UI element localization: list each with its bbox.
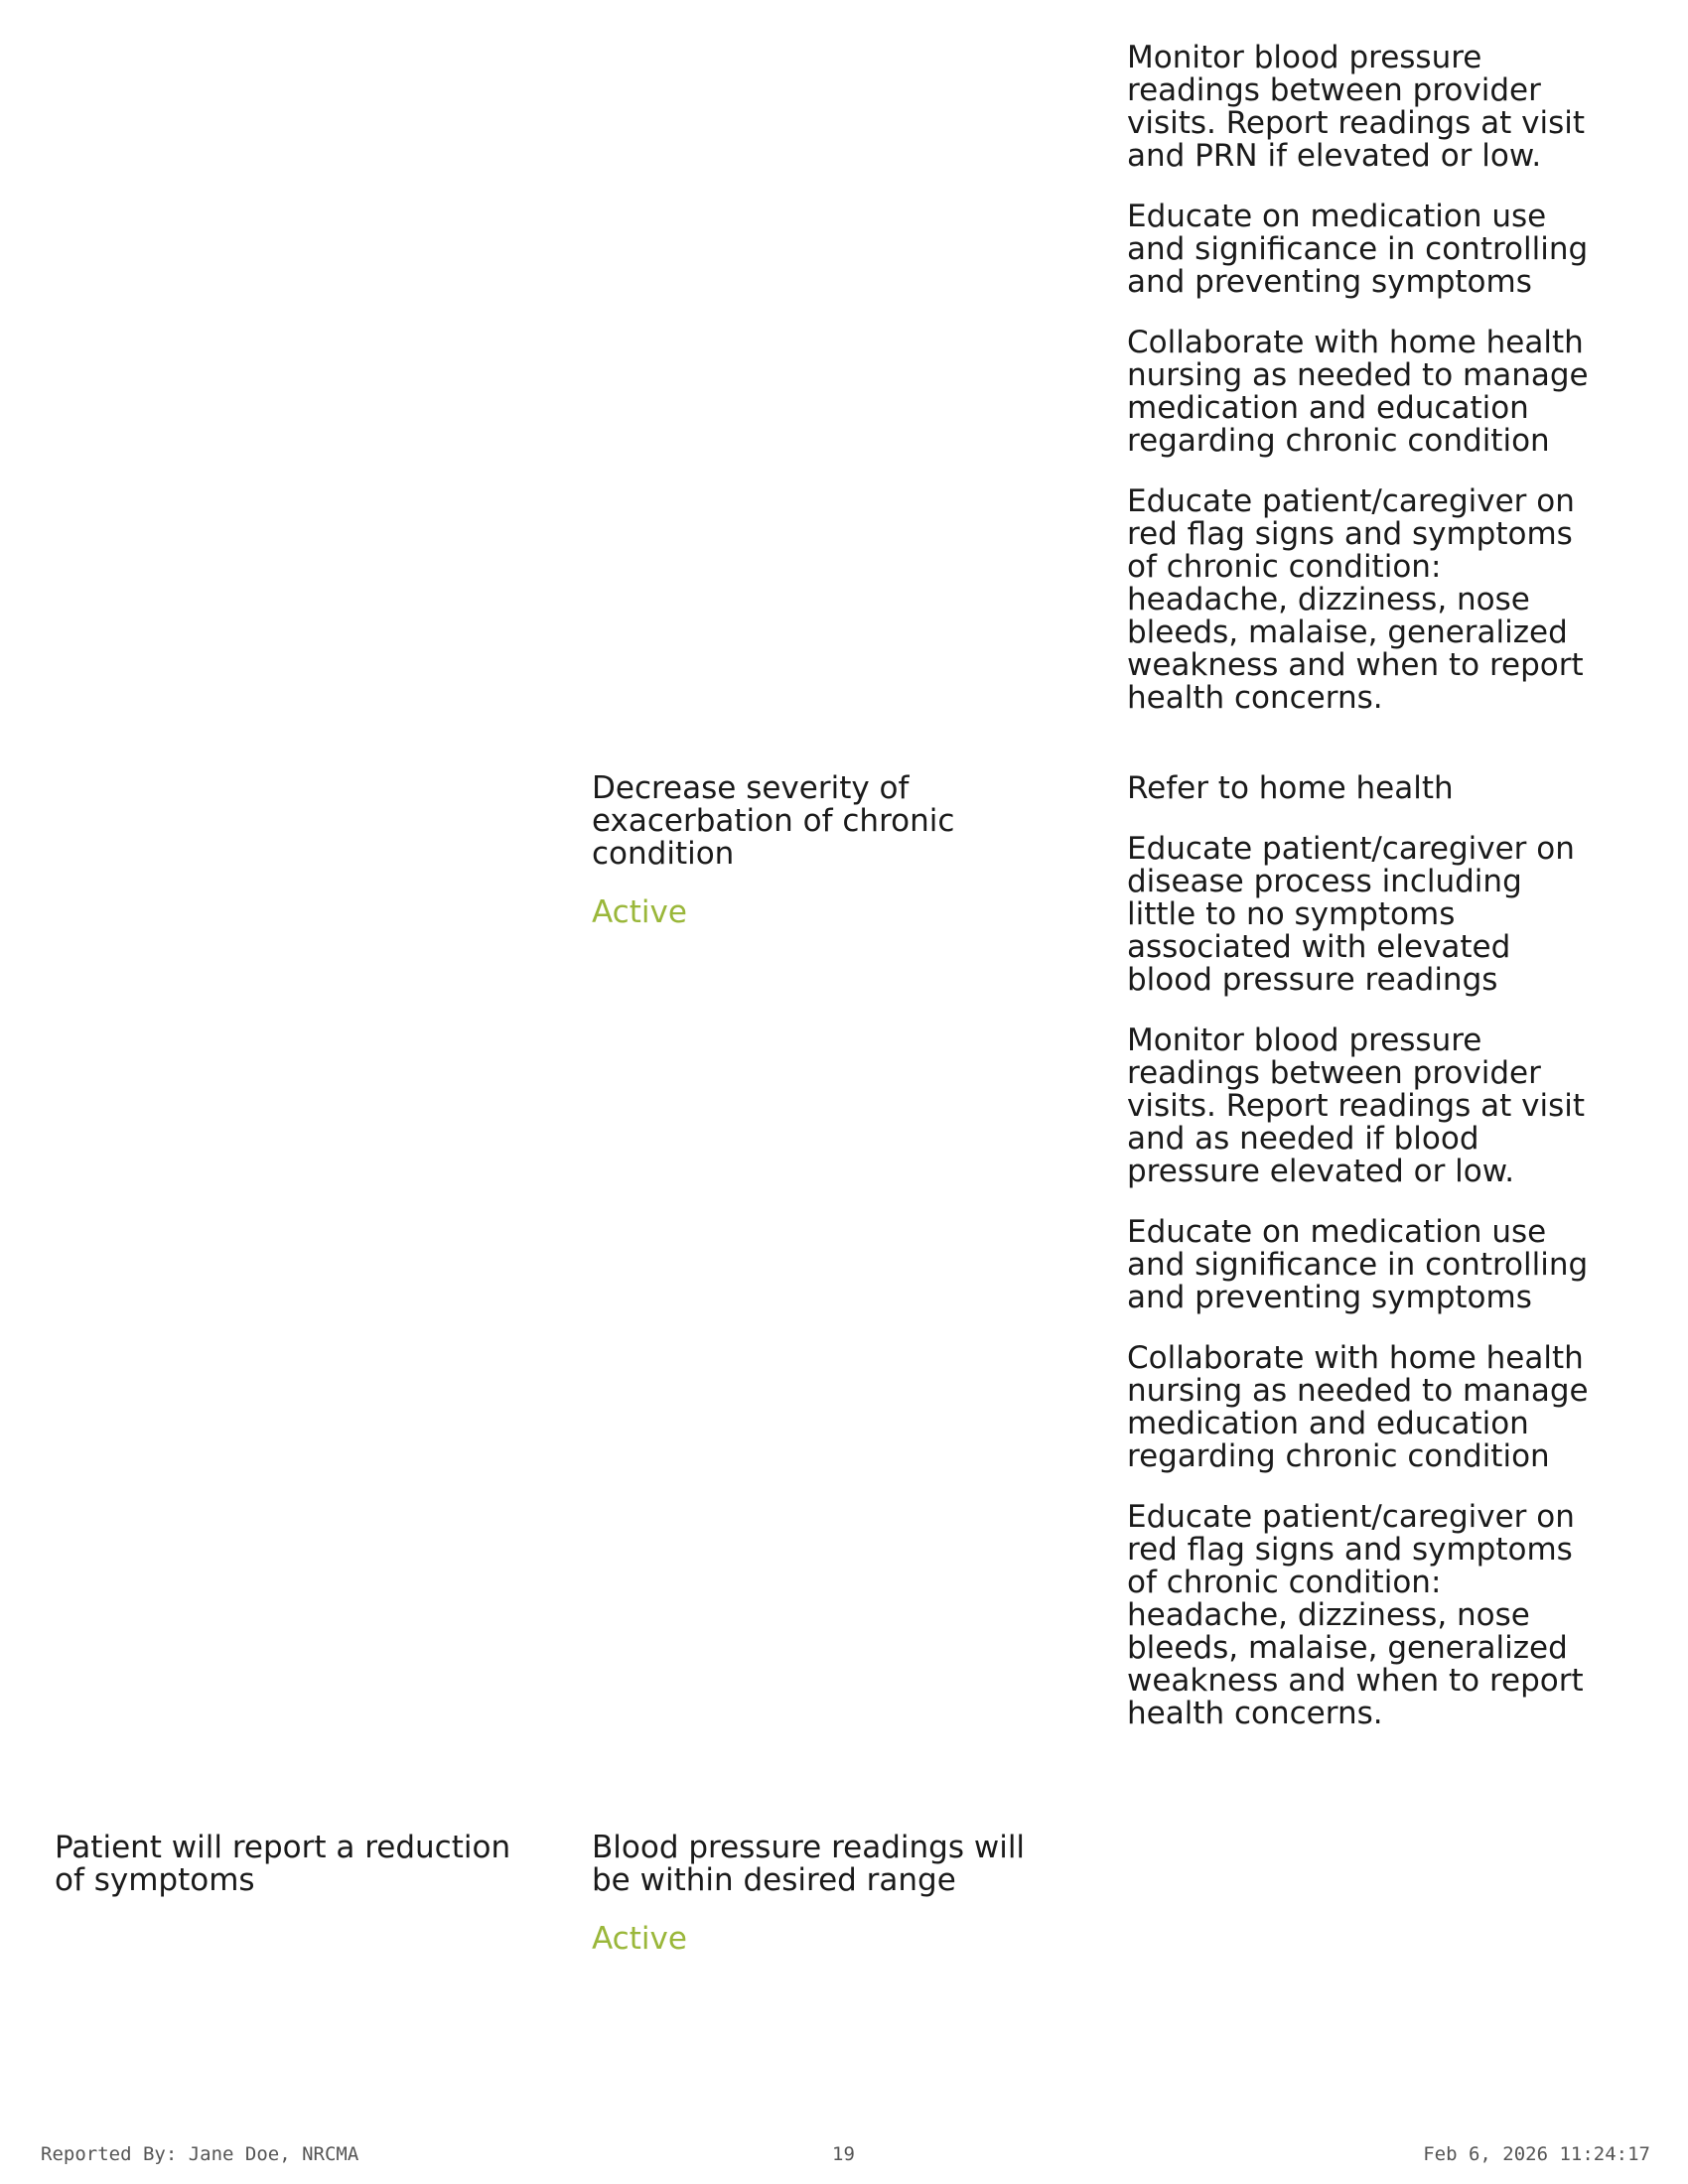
status-badge: Active <box>592 894 687 930</box>
footer-timestamp: Feb 6, 2026 11:24:17 <box>1423 2143 1650 2165</box>
goal-text: Decrease severity of exacerbation of chronic condition <box>592 770 955 872</box>
status-badge: Active <box>592 1921 687 1957</box>
goal-text: Blood pressure readings will be within desired range <box>592 1830 1026 1898</box>
intervention-item: Educate patient/caregiver on disease process including little to no symptoms associated with elevated blood pressure readings <box>1127 831 1575 998</box>
intervention-item: Refer to home health <box>1127 770 1454 806</box>
goal-cell-3 <box>592 1832 1098 1956</box>
interventions-list-2 <box>1127 772 1668 1758</box>
intervention-item: Monitor blood pressure readings between provider visits. Report readings at visit and as needed if blood pressure elevated or low. <box>1127 1023 1585 1189</box>
intervention-item: Educate on medication use and significance in controlling and preventing symptoms <box>1127 1214 1589 1315</box>
intervention-item: Monitor blood pressure readings between provider visits. Report readings at visit and PRN if elevated or low. <box>1127 40 1585 174</box>
intervention-item: Collaborate with home health nursing as needed to manage medication and education regarding chronic condition <box>1127 325 1589 459</box>
footer-reported-by: Reported By: Jane Doe, NRCMA <box>41 2143 359 2165</box>
intervention-item: Educate patient/caregiver on red flag signs and symptoms of chronic condition: headache, dizziness, nose bleeds, malaise, generalized weakness and when to report health concerns. <box>1127 483 1584 716</box>
interventions-list-1 <box>1127 42 1668 743</box>
goal-cell-2 <box>592 772 1098 929</box>
intervention-item: Educate patient/caregiver on red flag signs and symptoms of chronic condition: headache, dizziness, nose bleeds, malaise, generalized weakness and when to report health concerns. <box>1127 1499 1584 1731</box>
patient-goal-text: Patient will report a reduction of symptoms <box>55 1830 511 1898</box>
footer-page-number: 19 <box>832 2143 855 2165</box>
patient-goal-cell <box>55 1832 571 1925</box>
intervention-item: Educate on medication use and significance in controlling and preventing symptoms <box>1127 199 1589 300</box>
intervention-item: Collaborate with home health nursing as needed to manage medication and education regarding chronic condition <box>1127 1340 1589 1474</box>
